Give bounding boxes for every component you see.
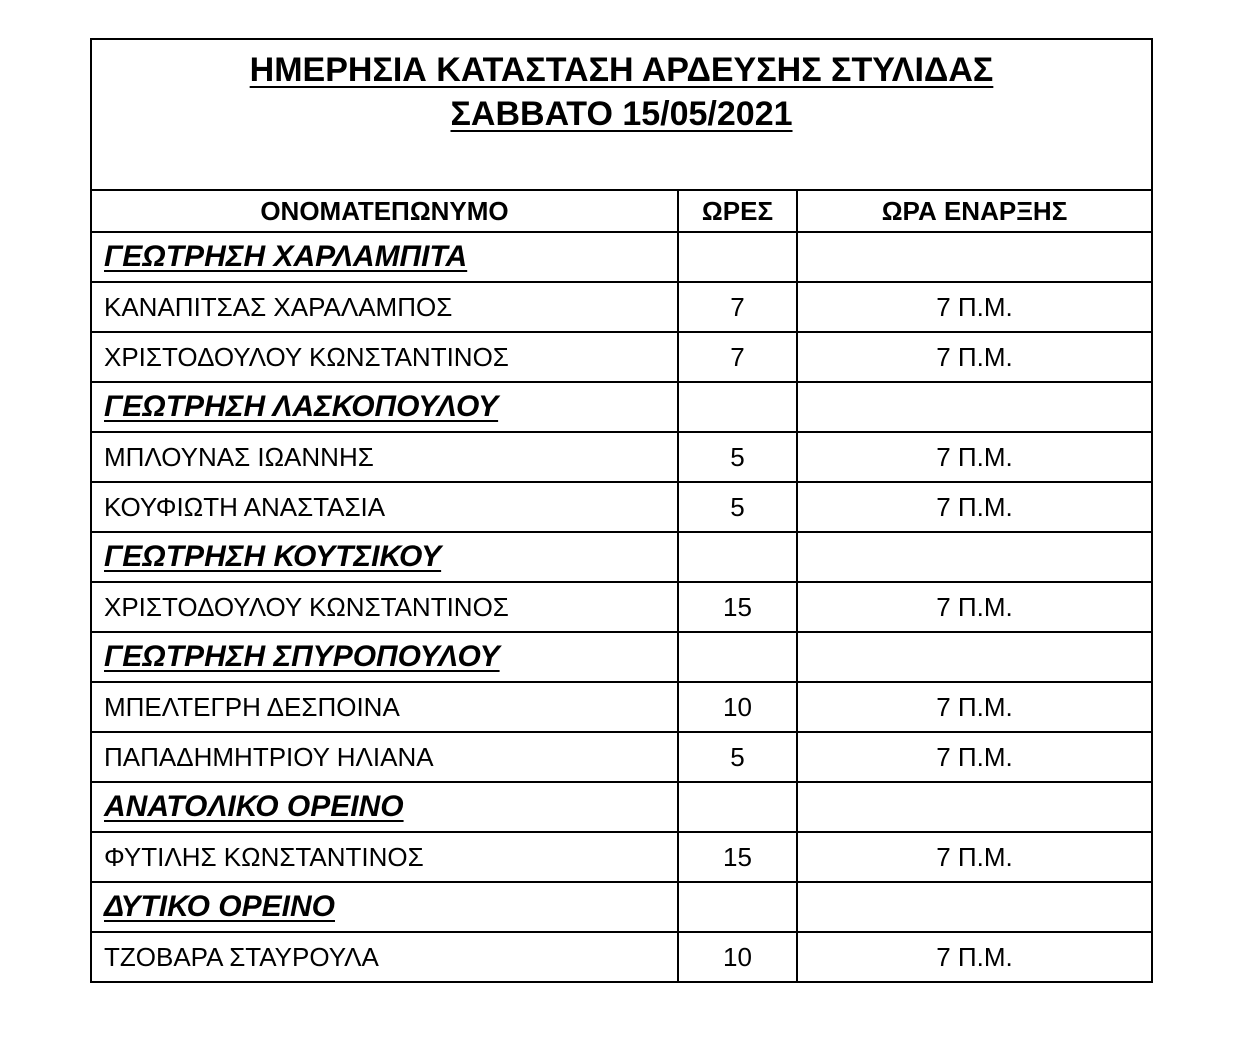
table-row <box>91 482 1152 532</box>
start-time-value: 7 Π.Μ. <box>797 832 1152 882</box>
section-title: ΓΕΩΤΡΗΣΗ ΣΠΥΡΟΠΟΥΛΟΥ <box>91 632 678 682</box>
table-row <box>91 832 1152 882</box>
header-row <box>91 190 1152 232</box>
person-name: ΚΟΥΦΙΩΤΗ ΑΝΑΣΤΑΣΙΑ <box>91 482 678 532</box>
hours-value: 5 <box>678 482 797 532</box>
title-row <box>91 39 1152 190</box>
person-name: ΧΡΙΣΤΟΔΟΥΛΟΥ ΚΩΝΣΤΑΝΤΙΝΟΣ <box>91 582 678 632</box>
start-time-value: 7 Π.Μ. <box>797 732 1152 782</box>
table-row <box>91 582 1152 632</box>
section-title: ΔΥΤΙΚΟ ΟΡΕΙΝΟ <box>91 882 678 932</box>
section-row <box>91 782 1152 832</box>
section-hours-empty <box>678 232 797 282</box>
hours-value: 5 <box>678 432 797 482</box>
section-hours-empty <box>678 782 797 832</box>
section-start-empty <box>797 632 1152 682</box>
table-row <box>91 682 1152 732</box>
section-hours-empty <box>678 632 797 682</box>
hours-value: 5 <box>678 732 797 782</box>
column-header-hours: ΩΡΕΣ <box>678 190 797 232</box>
start-time-value: 7 Π.Μ. <box>797 432 1152 482</box>
person-name: ΜΠΛΟΥΝΑΣ ΙΩΑΝΝΗΣ <box>91 432 678 482</box>
section-hours-empty <box>678 882 797 932</box>
hours-value: 15 <box>678 832 797 882</box>
person-name: ΧΡΙΣΤΟΔΟΥΛΟΥ ΚΩΝΣΤΑΝΤΙΝΟΣ <box>91 332 678 382</box>
section-row <box>91 532 1152 582</box>
section-start-empty <box>797 232 1152 282</box>
person-name: ΚΑΝΑΠΙΤΣΑΣ ΧΑΡΑΛΑΜΠΟΣ <box>91 282 678 332</box>
table-body <box>91 39 1152 982</box>
table-row <box>91 332 1152 382</box>
section-hours-empty <box>678 382 797 432</box>
title-cell <box>91 39 1152 190</box>
section-row <box>91 232 1152 282</box>
section-start-empty <box>797 782 1152 832</box>
section-start-empty <box>797 882 1152 932</box>
section-title: ΓΕΩΤΡΗΣΗ ΚΟΥΤΣΙΚΟΥ <box>91 532 678 582</box>
table-row <box>91 732 1152 782</box>
section-title: ΓΕΩΤΡΗΣΗ ΛΑΣΚΟΠΟΥΛΟΥ <box>91 382 678 432</box>
start-time-value: 7 Π.Μ. <box>797 682 1152 732</box>
section-start-empty <box>797 532 1152 582</box>
document-date: ΣΑΒΒΑΤΟ 15/05/2021 <box>450 95 793 133</box>
hours-value: 15 <box>678 582 797 632</box>
irrigation-schedule-table <box>90 38 1153 983</box>
column-header-start-time: ΩΡΑ ΕΝΑΡΞΗΣ <box>797 190 1152 232</box>
hours-value: 7 <box>678 332 797 382</box>
section-row <box>91 382 1152 432</box>
hours-value: 10 <box>678 682 797 732</box>
start-time-value: 7 Π.Μ. <box>797 582 1152 632</box>
document-title: ΗΜΕΡΗΣΙΑ ΚΑΤΑΣΤΑΣΗ ΑΡΔΕΥΣΗΣ ΣΤΥΛΙΔΑΣ <box>249 51 994 89</box>
hours-value: 7 <box>678 282 797 332</box>
section-row <box>91 632 1152 682</box>
section-title: ΓΕΩΤΡΗΣΗ ΧΑΡΛΑΜΠΙΤΑ <box>91 232 678 282</box>
person-name: ΜΠΕΛΤΕΓΡΗ ΔΕΣΠΟΙΝΑ <box>91 682 678 732</box>
start-time-value: 7 Π.Μ. <box>797 332 1152 382</box>
person-name: ΠΑΠΑΔΗΜΗΤΡΙΟΥ ΗΛΙΑΝΑ <box>91 732 678 782</box>
start-time-value: 7 Π.Μ. <box>797 932 1152 982</box>
section-hours-empty <box>678 532 797 582</box>
table-row <box>91 932 1152 982</box>
table-row <box>91 432 1152 482</box>
section-start-empty <box>797 382 1152 432</box>
person-name: ΦΥΤΙΛΗΣ ΚΩΝΣΤΑΝΤΙΝΟΣ <box>91 832 678 882</box>
person-name: ΤΖΟΒΑΡΑ ΣΤΑΥΡΟΥΛΑ <box>91 932 678 982</box>
start-time-value: 7 Π.Μ. <box>797 482 1152 532</box>
section-row <box>91 882 1152 932</box>
section-title: ΑΝΑΤΟΛΙΚΟ ΟΡΕΙΝΟ <box>91 782 678 832</box>
hours-value: 10 <box>678 932 797 982</box>
table-row <box>91 282 1152 332</box>
column-header-name: ΟΝΟΜΑΤΕΠΩΝΥΜΟ <box>91 190 678 232</box>
start-time-value: 7 Π.Μ. <box>797 282 1152 332</box>
